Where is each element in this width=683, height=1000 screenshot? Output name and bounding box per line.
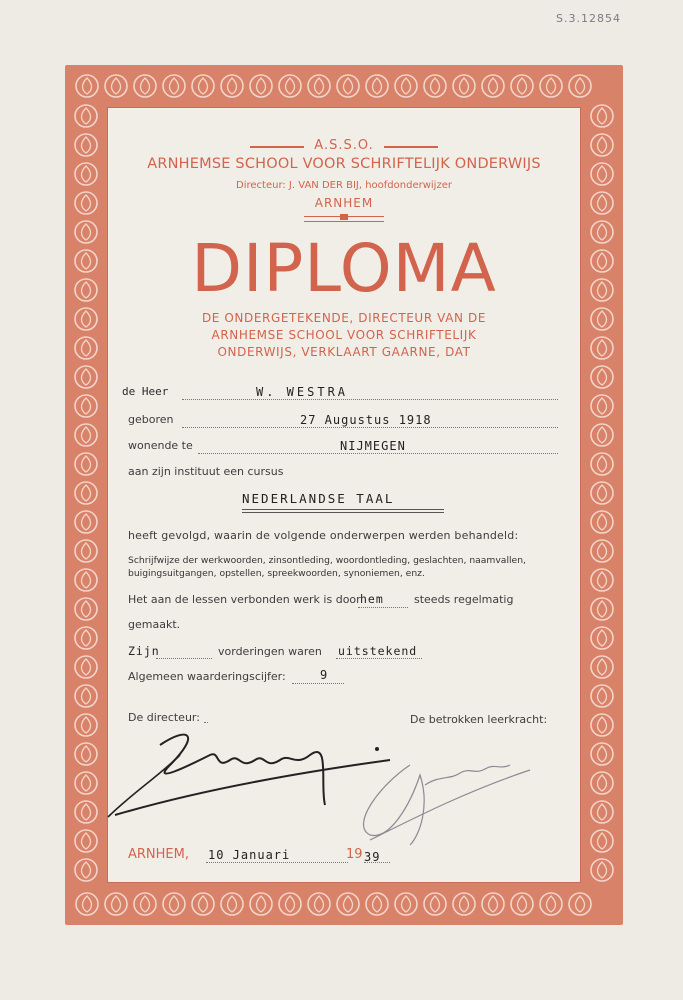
border-motif [75, 830, 97, 852]
border-motif [591, 743, 613, 765]
course-name: NEDERLANDSE TAAL [242, 491, 395, 506]
border-motif [337, 75, 359, 97]
place-label: ARNHEM, [128, 847, 189, 862]
border-motif [75, 772, 97, 794]
border-motif [75, 685, 97, 707]
border-motif [163, 893, 185, 915]
declaration-line-1: DE ONDERGETEKENDE, DIRECTEUR VAN DE [201, 311, 487, 325]
year-prefix: 19 [346, 847, 363, 862]
border-motif [75, 279, 97, 301]
border-motif [591, 308, 613, 330]
work-text-1: Het aan de lessen verbonden werk is door [128, 593, 361, 606]
residence-label: wonende te [128, 439, 193, 452]
border-motif [395, 893, 417, 915]
border-motif [591, 453, 613, 475]
border-motif [75, 163, 97, 185]
border-motif [75, 540, 97, 562]
border-motif [424, 75, 446, 97]
progress-value-dots [336, 658, 422, 659]
border-motif [591, 163, 613, 185]
progress-pronoun: Zijn [128, 644, 160, 658]
border-motif [250, 75, 272, 97]
border-motif [591, 656, 613, 678]
border-motif [569, 75, 591, 97]
border-motif [279, 893, 301, 915]
subjects-line-1: Schrijfwijze der werkwoorden, zinsontleding, woordontleding, geslachten, naamvallen, [128, 555, 526, 566]
border-motif [591, 598, 613, 620]
school-acronym: A.S.S.O. [314, 138, 374, 153]
salutation: de Heer [122, 385, 169, 398]
border-motif [591, 859, 613, 881]
border-motif [75, 598, 97, 620]
border-motif [591, 685, 613, 707]
work-text-2: steeds regelmatig [414, 593, 514, 606]
declaration-line-3: ONDERWIJS, VERKLAART GAARNE, DAT [217, 345, 471, 359]
school-name: ARNHEMSE SCHOOL VOOR SCHRIFTELIJK ONDERWIJS [147, 156, 541, 172]
border-motif [482, 75, 504, 97]
border-motif [75, 482, 97, 504]
city-rule-right [348, 216, 384, 217]
born-value: 27 Augustus 1918 [300, 413, 432, 427]
border-motif [192, 75, 214, 97]
born-label: geboren [128, 413, 174, 426]
border-motif [337, 893, 359, 915]
city-rule-diamond [340, 214, 348, 220]
border-motif [591, 250, 613, 272]
border-motif [105, 893, 127, 915]
border-motif [163, 75, 185, 97]
border-motif [75, 656, 97, 678]
border-motif [221, 75, 243, 97]
grade-dots [292, 683, 344, 684]
border-motif [279, 75, 301, 97]
border-motif [308, 893, 330, 915]
border-motif [75, 250, 97, 272]
residence-value: NIJMEGEN [340, 439, 406, 453]
border-motif [76, 893, 98, 915]
border-motif [75, 221, 97, 243]
year-dots [364, 862, 390, 863]
border-motif [75, 743, 97, 765]
border-motif [75, 453, 97, 475]
border-motif [424, 893, 446, 915]
border-motif [75, 395, 97, 417]
course-underline-2 [242, 512, 444, 513]
border-motif [395, 75, 417, 97]
date-value: 10 Januari [208, 848, 291, 862]
border-motif [75, 569, 97, 591]
border-motif [591, 105, 613, 127]
declaration-line-2: ARNHEMSE SCHOOL VOOR SCHRIFTELIJK [211, 328, 477, 342]
teacher-label: De betrokken leerkracht: [410, 713, 548, 726]
border-motif [453, 893, 475, 915]
border-motif [591, 801, 613, 823]
border-motif [511, 893, 533, 915]
teacher-signature [350, 745, 540, 855]
border-motif [75, 105, 97, 127]
border-motif [453, 75, 475, 97]
progress-label: vorderingen waren [218, 645, 322, 658]
border-motif [76, 75, 98, 97]
border-motif [75, 714, 97, 736]
city-rule-left [304, 216, 340, 217]
progress-pronoun-dots [156, 658, 212, 659]
border-motif [75, 424, 97, 446]
border-motif [308, 75, 330, 97]
border-motif [591, 830, 613, 852]
border-motif [591, 569, 613, 591]
city-rule-under [304, 221, 384, 222]
border-motif [366, 75, 388, 97]
name-dotted-line [182, 399, 558, 400]
course-underline [242, 509, 444, 510]
year-suffix: 39 [364, 850, 381, 864]
border-motif [591, 627, 613, 649]
grade-label: Algemeen waarderingscijfer: [128, 670, 286, 683]
border-motif [75, 308, 97, 330]
border-motif [591, 482, 613, 504]
border-motif [221, 893, 243, 915]
director-label: De directeur: [128, 711, 200, 724]
border-motif [591, 192, 613, 214]
border-motif [75, 511, 97, 533]
border-motif [591, 540, 613, 562]
work-person: hem [360, 592, 384, 606]
border-motif [134, 893, 156, 915]
recipient-name: W. WESTRA [256, 385, 349, 399]
border-motif [250, 893, 272, 915]
born-dotted-line [182, 427, 558, 428]
border-motif [569, 893, 591, 915]
declaration-text [108, 310, 580, 361]
border-motif [192, 893, 214, 915]
border-motif [591, 714, 613, 736]
border-motif [540, 893, 562, 915]
work-person-dots [358, 607, 408, 608]
border-motif [75, 134, 97, 156]
border-motif [591, 511, 613, 533]
border-motif [75, 366, 97, 388]
work-text-3: gemaakt. [128, 618, 181, 631]
border-motif [591, 337, 613, 359]
border-motif [482, 893, 504, 915]
border-motif [591, 424, 613, 446]
border-motif [591, 221, 613, 243]
diploma-title: DIPLOMA [191, 230, 497, 307]
residence-dotted-line [198, 453, 558, 454]
border-motif [105, 75, 127, 97]
progress-value: uitstekend [338, 644, 418, 658]
subjects-intro: heeft gevolgd, waarin de volgende onderwerpen werden behandeld: [128, 529, 519, 542]
border-motif [75, 801, 97, 823]
border-motif [75, 859, 97, 881]
border-motif [134, 75, 156, 97]
border-motif [75, 337, 97, 359]
border-motif [591, 395, 613, 417]
border-motif [591, 279, 613, 301]
border-motif [75, 627, 97, 649]
course-intro: aan zijn instituut een cursus [128, 465, 284, 478]
border-motif [540, 75, 562, 97]
border-motif [591, 134, 613, 156]
border-motif [591, 366, 613, 388]
grade-value: 9 [320, 668, 329, 682]
border-motif [591, 772, 613, 794]
date-dots [206, 862, 348, 863]
border-motif [366, 893, 388, 915]
subjects-line-2: buigingsuitgangen, opstellen, spreekwoorden, synoniemen, enz. [128, 568, 425, 579]
border-motif [511, 75, 533, 97]
archive-note: S.3.12854 [556, 12, 621, 25]
border-motif [75, 192, 97, 214]
school-city: ARNHEM [314, 196, 374, 210]
director-line: Directeur: J. VAN DER BIJ, hoofdonderwijzer [236, 180, 452, 191]
